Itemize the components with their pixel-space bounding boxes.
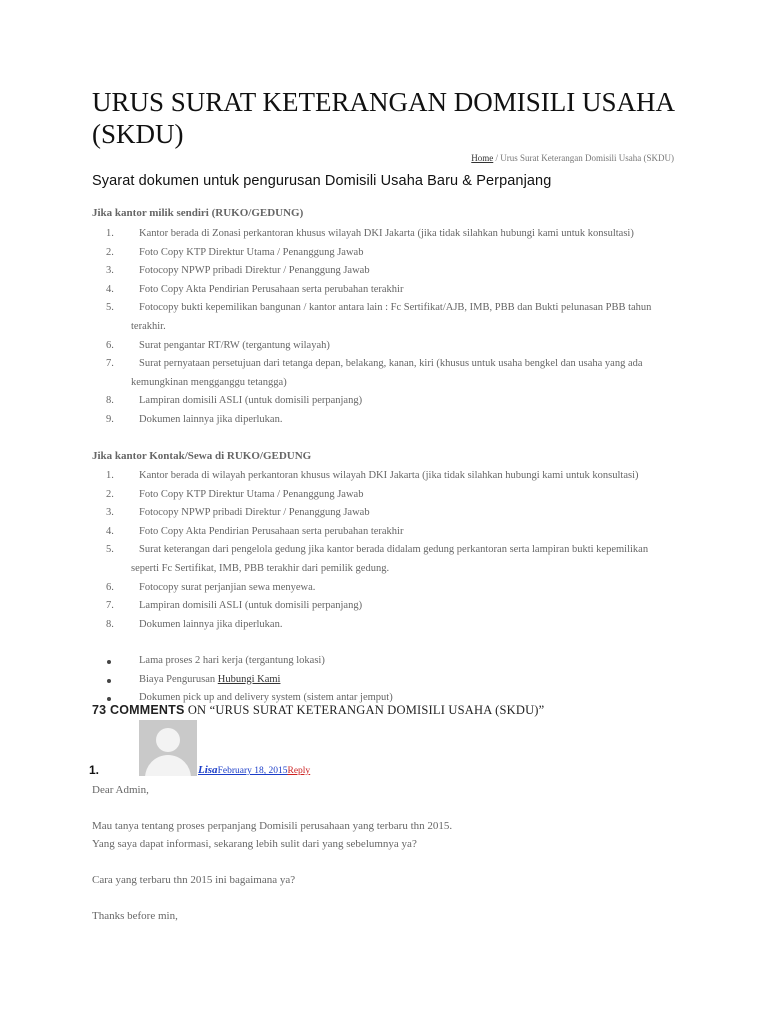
list-item: 7. Lampiran domisili ASLI (untuk domisili perpanjang) <box>106 600 363 612</box>
comment-meta <box>198 764 310 776</box>
comment-line: Thanks before min, <box>92 910 178 922</box>
section-heading-own-office: Jika kantor milik sendiri (RUKO/GEDUNG) <box>92 207 304 219</box>
comment-body <box>92 781 652 925</box>
bullet-dot <box>107 697 111 701</box>
comments-count: 73 COMMENTS <box>92 703 185 717</box>
list-item: 5. Surat keterangan dari pengelola gedung jika kantor berada didalam gedung perkantoran serta lampiran bukti kepemilikan seperti Fc Sertifikat, IMB, PBB terakhir dari pemilik gedung. <box>106 544 649 574</box>
breadcrumb-current: Urus Surat Keterangan Domisili Usaha (SKDU) <box>500 153 674 163</box>
list-item: 9. Dokumen lainnya jika diperlukan. <box>106 413 283 425</box>
list-item: 6. Surat pengantar RT/RW (tergantung wilayah) <box>106 339 330 351</box>
list-item: Lama proses 2 hari kerja (tergantung lokasi) <box>0 652 671 671</box>
list-item: 3. Fotocopy NPWP pribadi Direktur / Penanggung Jawab <box>106 265 370 277</box>
list-item: Dokumen pick up and delivery system (sistem antar jemput) <box>0 689 671 708</box>
list-item: 1. Kantor berada di Zonasi perkantoran khusus wilayah DKI Jakarta (jika tidak silahkan hubungi kami untuk konsultasi) <box>106 228 634 239</box>
comment-number: 1. <box>89 763 100 777</box>
comment-line: Mau tanya tentang proses perpanjang Domisili perusahaan yang terbaru thn 2015. <box>92 820 453 832</box>
comments-heading <box>92 703 544 718</box>
notes-bullet-list <box>0 652 671 708</box>
list-item: 3. Fotocopy NPWP pribadi Direktur / Penanggung Jawab <box>106 507 370 519</box>
bullet-dot <box>107 660 111 664</box>
section-subtitle: Syarat dokumen untuk pengurusan Domisili Usaha Baru & Perpanjang <box>92 173 552 189</box>
list-item: 4. Foto Copy Akta Pendirian Perusahaan serta perubahan terakhir <box>106 283 404 295</box>
comment-line: Cara yang terbaru thn 2015 ini bagaimana ya? <box>92 874 296 886</box>
comment-line: Yang saya dapat informasi, sekarang lebih sulit dari yang sebelumnya ya? <box>92 838 417 850</box>
requirements-list-own-office <box>0 225 671 430</box>
list-item: 8. Dokumen lainnya jika diperlukan. <box>106 618 283 630</box>
avatar-body-shape <box>145 755 191 776</box>
list-item: 8. Lampiran domisili ASLI (untuk domisili perpanjang) <box>106 395 363 407</box>
list-item: 4. Foto Copy Akta Pendirian Perusahaan serta perubahan terakhir <box>106 525 404 537</box>
requirements-list-rented-office <box>0 467 671 634</box>
avatar-head-shape <box>156 728 180 752</box>
avatar <box>139 720 197 776</box>
comments-on-title: ON “URUS SURAT KETERANGAN DOMISILI USAHA (SKDU)” <box>184 703 545 717</box>
page-title: URUS SURAT KETERANGAN DOMISILI USAHA (SKDU) <box>92 87 674 149</box>
list-item: 7. Surat pernyataan persetujuan dari tetanga depan, belakang, kanan, kiri (khusus untuk usaha bengkel dan usaha yang ada kemungkinan mengganggu tetangga) <box>106 358 643 388</box>
list-item: 5. Fotocopy bukti kepemilikan bangunan / kantor antara lain : Fc Sertifikat/AJB, IMB, PBB dan Bukti pelunasan PBB tahun terakhir. <box>106 302 652 332</box>
list-item: 6. Fotocopy surat perjanjian sewa menyewa. <box>106 581 316 593</box>
comment-line: Dear Admin, <box>92 784 149 796</box>
list-item: Biaya Pengurusan Hubungi Kami <box>0 671 671 690</box>
list-item: 1. Kantor berada di wilayah perkantoran khusus wilayah DKI Jakarta (jika tidak silahkan hubungi kami untuk konsultasi) <box>106 470 639 481</box>
comment-date-link[interactable]: February 18, 2015 <box>217 766 288 776</box>
breadcrumb-home-link[interactable]: Home <box>471 153 494 163</box>
reply-link[interactable]: Reply <box>287 766 311 776</box>
breadcrumb <box>471 153 674 163</box>
section-heading-rented-office: Jika kantor Kontak/Sewa di RUKO/GEDUNG <box>92 450 312 462</box>
list-item: 2. Foto Copy KTP Direktur Utama / Penanggung Jawab <box>106 488 364 500</box>
bullet-dot <box>107 679 111 683</box>
list-item: 2. Foto Copy KTP Direktur Utama / Penanggung Jawab <box>106 246 364 258</box>
comment-author-link[interactable]: Lisa <box>198 764 218 776</box>
contact-us-link[interactable]: Hubungi Kami <box>217 673 281 685</box>
breadcrumb-separator: / <box>493 153 501 163</box>
